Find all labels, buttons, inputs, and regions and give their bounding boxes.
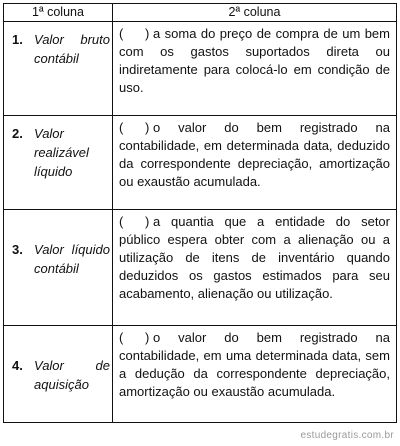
table-row	[4, 22, 397, 116]
matching-table	[3, 3, 397, 423]
item-number: 3.	[12, 242, 23, 257]
item-term: Valor de aquisição	[34, 358, 110, 392]
definition-text: o valor do bem registrado na contabilidade, em uma determinada data, sem a dedução da correspondente depreciação, amortização ou exaustão acumulada.	[119, 330, 390, 399]
answer-blank: ( )	[119, 330, 150, 345]
item-number: 2.	[12, 126, 23, 141]
item-number: 4.	[12, 358, 23, 373]
header-column-1: 1ª coluna	[4, 4, 113, 22]
item-term: Valor bruto contábil	[34, 32, 110, 66]
definition-cell	[113, 326, 397, 423]
definition-text: a quantia que a entidade do setor público espera obter com a alienação ou a utilização de itens de inventário quando deduzidos os gastos estimados para seu acabamento, alienação ou utilização.	[119, 214, 390, 301]
term-cell	[4, 22, 113, 116]
watermark-text: estudegratis.com.br	[300, 430, 394, 441]
item-term: Valor realizável líquido	[34, 126, 89, 179]
header-row	[4, 4, 397, 22]
definition-cell	[113, 22, 397, 116]
definition-cell	[113, 210, 397, 326]
definition-text: o valor do bem registrado na contabilidade, em determinada data, deduzido da correspondente depreciação, amortização ou exaustão acumulada.	[119, 120, 390, 189]
table-row	[4, 210, 397, 326]
answer-blank: ( )	[119, 214, 150, 229]
term-cell	[4, 210, 113, 326]
item-term: Valor líquido contábil	[34, 242, 110, 276]
header-column-2: 2ª coluna	[113, 4, 397, 22]
term-cell	[4, 116, 113, 210]
answer-blank: ( )	[119, 26, 150, 41]
definition-text: a soma do preço de compra de um bem com os gastos suportados direta ou indiretamente para colocá-lo em condição de uso.	[119, 26, 390, 95]
answer-blank: ( )	[119, 120, 150, 135]
table-row	[4, 116, 397, 210]
definition-cell	[113, 116, 397, 210]
term-cell	[4, 326, 113, 423]
table-row	[4, 326, 397, 423]
item-number: 1.	[12, 32, 23, 47]
